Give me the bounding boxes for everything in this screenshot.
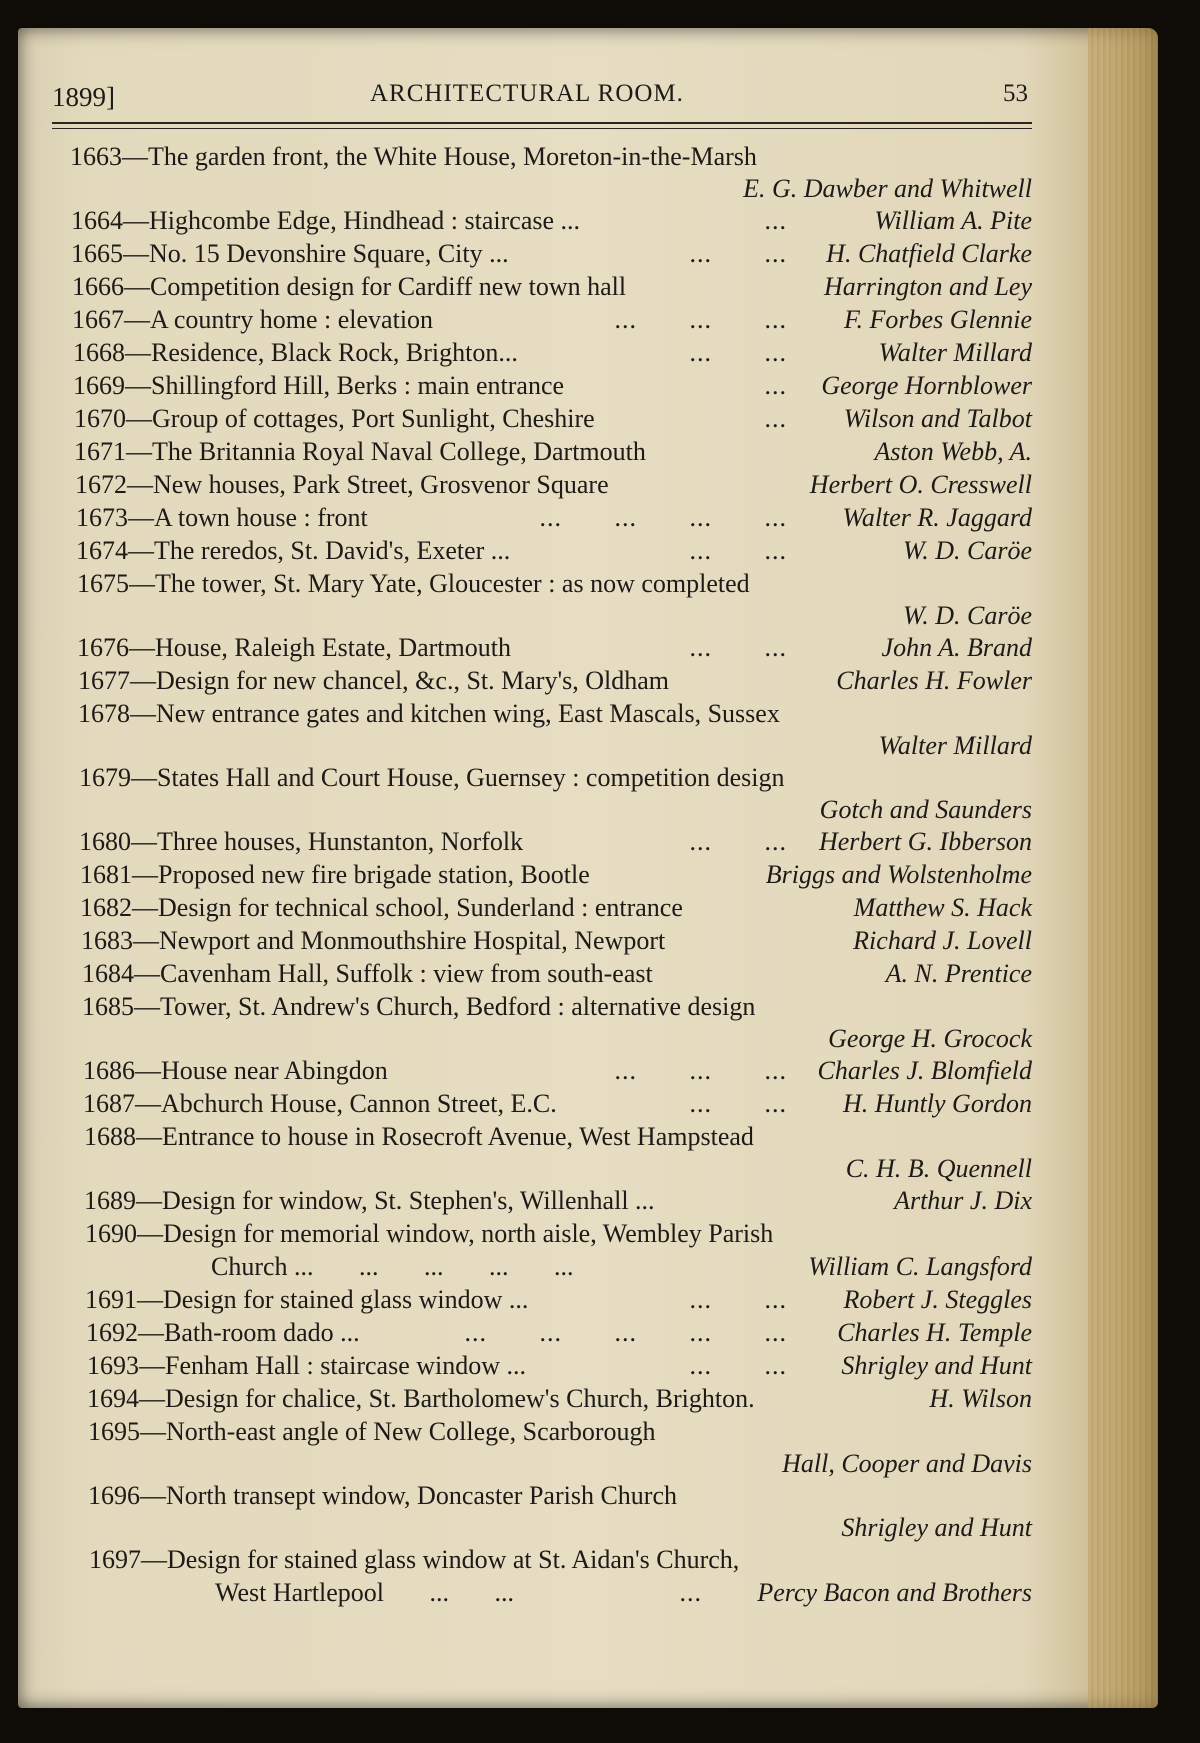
entry-description: Design for window, St. Stephen's, Willenhall ... — [162, 1186, 655, 1215]
catalogue-entry — [88, 1415, 1032, 1479]
entry-line — [82, 957, 1032, 990]
entry-dash: — — [135, 1089, 161, 1118]
entry-architect: William C. Langsford — [808, 1252, 1032, 1281]
entry-architect: A. N. Prentice — [885, 959, 1032, 988]
catalogue-entry — [72, 303, 1032, 336]
entry-number: 1671 — [74, 437, 126, 466]
entry-dash: — — [132, 893, 158, 922]
entry-architect: Charles H. Fowler — [836, 666, 1032, 695]
entry-architect: Hall, Cooper and Davis — [782, 1449, 1032, 1478]
leader-dots: ... ... — [689, 1285, 787, 1314]
catalogue-entry — [74, 435, 1032, 468]
entry-architect: Charles J. Blomfield — [817, 1056, 1032, 1085]
entry-number: 1693 — [87, 1351, 139, 1380]
entry-number: 1697 — [89, 1545, 141, 1574]
entry-line — [77, 567, 1032, 600]
entry-dash: — — [130, 699, 156, 728]
entry-architect: Shrigley and Hunt — [841, 1351, 1032, 1380]
entry-number: 1676 — [77, 633, 129, 662]
entry-description: Design for chalice, St. Bartholomew's Church, Brighton. — [165, 1384, 755, 1413]
catalogue-entry — [71, 204, 1032, 237]
page-edge — [1088, 28, 1158, 1708]
entry-architect: Arthur J. Dix — [894, 1186, 1032, 1215]
catalogue-entry — [72, 270, 1032, 303]
entry-line — [75, 468, 1032, 501]
entry-architect: C. H. B. Quennell — [845, 1154, 1032, 1183]
entry-number: 1688 — [84, 1122, 136, 1151]
catalogue-entry — [74, 402, 1032, 435]
catalogue-entry — [81, 924, 1032, 957]
leader-dots: ... ... — [689, 536, 787, 565]
catalogue-entry — [89, 1543, 1032, 1609]
entry-description: New entrance gates and kitchen wing, East Mascals, Sussex — [156, 699, 780, 728]
catalogue-entry — [80, 858, 1032, 891]
catalogue-entry — [71, 237, 1032, 270]
entry-description: A country home : elevation — [150, 305, 434, 334]
entry-dash: — — [140, 1481, 166, 1510]
entry-dash: — — [139, 1384, 165, 1413]
catalogue-entry — [79, 825, 1032, 858]
entry-number: 1687 — [83, 1089, 135, 1118]
entry-architect: William A. Pite — [874, 206, 1032, 235]
entry-dash: — — [135, 1056, 161, 1085]
entry-number: 1677 — [78, 666, 130, 695]
entry-architect-line — [82, 1023, 1032, 1054]
entry-architect: Walter Millard — [878, 731, 1032, 760]
catalogue-entry — [78, 664, 1032, 697]
entry-number: 1684 — [82, 959, 134, 988]
entry-description: Bath-room dado ... — [164, 1318, 360, 1347]
catalogue-entry — [76, 501, 1032, 534]
header-title: ARCHITECTURAL ROOM. — [370, 80, 684, 107]
entry-number: 1672 — [75, 470, 127, 499]
catalogue-entry — [83, 1087, 1032, 1120]
entry-description: The Britannia Royal Naval College, Dartmouth — [152, 437, 646, 466]
entry-line — [79, 825, 1032, 858]
entry-dash: — — [139, 1351, 165, 1380]
entry-description: No. 15 Devonshire Square, City ... — [149, 239, 509, 268]
entry-architect: H. Huntly Gordon — [843, 1089, 1032, 1118]
entry-dash: — — [125, 338, 151, 367]
entry-dash: — — [128, 536, 154, 565]
entry-architect: George Hornblower — [821, 371, 1032, 400]
entry-number: 1691 — [85, 1285, 137, 1314]
page-number: 53 — [1003, 80, 1028, 107]
entry-number: 1686 — [83, 1056, 135, 1085]
entry-dash: — — [141, 1545, 167, 1574]
entry-architect: Herbert O. Cresswell — [809, 470, 1032, 499]
entry-dash: — — [125, 371, 151, 400]
entry-description: Design for stained glass window at St. Aidan's Church, — [167, 1545, 740, 1574]
entry-description: Three houses, Hunstanton, Norfolk — [157, 827, 524, 856]
entry-dash: — — [140, 1417, 166, 1446]
entry-number: 1689 — [84, 1186, 136, 1215]
entry-architect: Wilson and Talbot — [843, 404, 1032, 433]
leader-dots: ... — [679, 1578, 702, 1607]
catalogue-entry — [77, 631, 1032, 664]
entry-architect: W. D. Caröe — [902, 601, 1032, 630]
leader-dots: ... ... — [689, 239, 787, 268]
entry-dash: — — [137, 1285, 163, 1314]
catalogue-entry — [70, 140, 1032, 204]
entry-description: The reredos, St. David's, Exeter ... — [154, 536, 511, 565]
catalogue-entry — [77, 567, 1032, 631]
entry-line — [71, 204, 1032, 237]
entry-number: 1680 — [79, 827, 131, 856]
entry-description: North-east angle of New College, Scarborough — [166, 1417, 656, 1446]
entry-line — [74, 435, 1032, 468]
entry-number: 1695 — [88, 1417, 140, 1446]
entry-dash: — — [123, 206, 149, 235]
entry-dash: — — [134, 992, 160, 1021]
entry-description: Newport and Monmouthshire Hospital, Newport — [159, 926, 666, 955]
entry-architect-line — [70, 173, 1032, 204]
entry-number: 1673 — [76, 503, 128, 532]
catalogue-entry — [76, 534, 1032, 567]
entry-description: Design for technical school, Sunderland : entrance — [158, 893, 683, 922]
leader-dots: ... — [764, 404, 787, 433]
entry-architect: John A. Brand — [881, 633, 1032, 662]
entry-architect: F. Forbes Glennie — [844, 305, 1032, 334]
entry-architect-line — [78, 730, 1032, 761]
entry-architect: George H. Grocock — [828, 1024, 1032, 1053]
leader-dots: ... ... ... ... ... — [464, 1318, 787, 1347]
catalogue-entry — [88, 1479, 1032, 1543]
entry-dash: — — [126, 437, 152, 466]
catalogue-entry — [85, 1217, 1032, 1283]
entry-architect: H. Chatfield Clarke — [826, 239, 1032, 268]
entry-architect-line — [77, 600, 1032, 631]
entry-dash: — — [133, 926, 159, 955]
entry-continuation-line — [85, 1250, 1032, 1283]
entry-architect: Robert J. Steggles — [843, 1285, 1032, 1314]
leader-dots: ... ... — [689, 1351, 787, 1380]
entry-line — [70, 140, 1032, 173]
entry-architect: Shrigley and Hunt — [841, 1513, 1032, 1542]
entry-line — [82, 990, 1032, 1023]
catalogue-entries — [70, 140, 1032, 1609]
entry-architect: Briggs and Wolstenholme — [765, 860, 1032, 889]
entry-dash: — — [126, 404, 152, 433]
entry-line — [71, 237, 1032, 270]
entry-line — [80, 858, 1032, 891]
entry-architect: Harrington and Ley — [824, 272, 1032, 301]
entry-dash: — — [124, 272, 150, 301]
entry-description: Design for stained glass window ... — [163, 1285, 529, 1314]
entry-description: New houses, Park Street, Grosvenor Square — [153, 470, 609, 499]
entry-line — [79, 761, 1032, 794]
entry-line — [87, 1382, 1032, 1415]
entry-architect: Charles H. Temple — [837, 1318, 1032, 1347]
entry-description: Proposed new fire brigade station, Bootle — [158, 860, 590, 889]
running-header — [50, 60, 1030, 120]
entry-number: 1675 — [77, 569, 129, 598]
entry-dash: — — [131, 827, 157, 856]
leader-dots: ... ... — [689, 827, 787, 856]
catalogue-entry — [87, 1349, 1032, 1382]
entry-description: The garden front, the White House, Moreton-in-the-Marsh — [148, 142, 757, 171]
entry-line — [78, 697, 1032, 730]
entry-line — [84, 1184, 1032, 1217]
entry-line — [73, 336, 1032, 369]
entry-dash: — — [130, 666, 156, 695]
entry-number: 1679 — [79, 763, 131, 792]
entry-number: 1664 — [71, 206, 123, 235]
catalogue-entry — [84, 1184, 1032, 1217]
entry-architect: Herbert G. Ibberson — [818, 827, 1032, 856]
entry-line — [84, 1120, 1032, 1153]
entry-architect: Percy Bacon and Brothers — [757, 1578, 1032, 1607]
entry-description: Fenham Hall : staircase window ... — [165, 1351, 527, 1380]
entry-description: Highcombe Edge, Hindhead : staircase ... — [149, 206, 581, 235]
entry-architect: Gotch and Saunders — [819, 795, 1032, 824]
entry-architect-line — [84, 1153, 1032, 1184]
entry-number: 1666 — [72, 272, 124, 301]
leader-dots: ... ... ... — [614, 1056, 787, 1085]
entry-description: States Hall and Court House, Guernsey : competition design — [157, 763, 785, 792]
catalogue-entry — [73, 369, 1032, 402]
leader-dots: ... — [764, 371, 787, 400]
entry-description: North transept window, Doncaster Parish Church — [166, 1481, 677, 1510]
entry-number: 1678 — [78, 699, 130, 728]
entry-number: 1674 — [76, 536, 128, 565]
entry-description: The tower, St. Mary Yate, Gloucester : as now completed — [155, 569, 750, 598]
entry-continuation-line — [89, 1576, 1032, 1609]
entry-line — [74, 402, 1032, 435]
entry-line — [85, 1217, 1032, 1250]
entry-dash: — — [132, 860, 158, 889]
entry-description: Residence, Black Rock, Brighton... — [151, 338, 518, 367]
entry-description: Design for memorial window, north aisle, Wembley Parish — [163, 1219, 774, 1248]
catalogue-entry — [75, 468, 1032, 501]
entry-line — [72, 303, 1032, 336]
entry-architect-line — [88, 1448, 1032, 1479]
catalogue-entry — [80, 891, 1032, 924]
entry-number: 1685 — [82, 992, 134, 1021]
entry-number: 1683 — [81, 926, 133, 955]
entry-number: 1668 — [73, 338, 125, 367]
entry-architect: Richard J. Lovell — [853, 926, 1032, 955]
entry-architect: W. D. Caröe — [902, 536, 1032, 565]
entry-line — [78, 664, 1032, 697]
entry-dash: — — [136, 1122, 162, 1151]
entry-number: 1667 — [72, 305, 124, 334]
header-rule-thin — [52, 128, 1032, 129]
leader-dots: ... ... — [689, 338, 787, 367]
entry-architect: Walter Millard — [878, 338, 1032, 367]
catalogue-entry — [87, 1382, 1032, 1415]
entry-description: House, Raleigh Estate, Dartmouth — [155, 633, 511, 662]
entry-dash: — — [128, 503, 154, 532]
catalogue-entry — [86, 1316, 1032, 1349]
entry-dash: — — [137, 1219, 163, 1248]
entry-dash: — — [124, 305, 150, 334]
entry-dash: — — [138, 1318, 164, 1347]
entry-number: 1682 — [80, 893, 132, 922]
entry-description: Cavenham Hall, Suffolk : view from south-east — [160, 959, 653, 988]
entry-description-continued: West Hartlepool ... ... — [215, 1578, 515, 1607]
entry-dash: — — [129, 569, 155, 598]
entry-line — [88, 1479, 1032, 1512]
entry-architect: Walter R. Jaggard — [842, 503, 1032, 532]
entry-description-continued: Church ... ... ... ... ... — [211, 1252, 574, 1281]
entry-description: Entrance to house in Rosecroft Avenue, West Hampstead — [162, 1122, 754, 1151]
entry-number: 1670 — [74, 404, 126, 433]
entry-architect: H. Wilson — [929, 1384, 1032, 1413]
entry-description: Shillingford Hill, Berks : main entrance — [151, 371, 565, 400]
entry-dash: — — [131, 763, 157, 792]
entry-dash: — — [136, 1186, 162, 1215]
entry-architect: Matthew S. Hack — [853, 893, 1032, 922]
entry-architect: Aston Webb, A. — [874, 437, 1032, 466]
entry-description: Competition design for Cardiff new town hall — [150, 272, 627, 301]
leader-dots: ... — [764, 206, 787, 235]
catalogue-entry — [79, 761, 1032, 825]
entry-number: 1681 — [80, 860, 132, 889]
entry-dash: — — [122, 142, 148, 171]
leader-dots: ... ... — [689, 1089, 787, 1118]
entry-dash: — — [127, 470, 153, 499]
entry-architect-line — [88, 1512, 1032, 1543]
entry-description: Design for new chancel, &c., St. Mary's, Oldham — [156, 666, 670, 695]
entry-line — [80, 891, 1032, 924]
entry-number: 1694 — [87, 1384, 139, 1413]
entry-dash: — — [123, 239, 149, 268]
catalogue-entry — [73, 336, 1032, 369]
catalogue-entry — [78, 697, 1032, 761]
header-year: 1899] — [52, 82, 115, 112]
entry-description: House near Abingdon — [161, 1056, 388, 1085]
entry-number: 1665 — [71, 239, 123, 268]
leader-dots: ... ... — [689, 633, 787, 662]
entry-line — [89, 1543, 1032, 1576]
leader-dots: ... ... ... — [614, 305, 787, 334]
entry-line — [76, 501, 1032, 534]
entry-line — [87, 1349, 1032, 1382]
catalogue-entry — [85, 1283, 1032, 1316]
catalogue-entry — [82, 990, 1032, 1054]
entry-line — [88, 1415, 1032, 1448]
entry-description: Tower, St. Andrew's Church, Bedford : alternative design — [160, 992, 756, 1021]
entry-line — [72, 270, 1032, 303]
entry-description: A town house : front — [154, 503, 368, 532]
entry-line — [76, 534, 1032, 567]
header-rule — [52, 122, 1032, 124]
entry-line — [73, 369, 1032, 402]
entry-line — [77, 631, 1032, 664]
entry-line — [83, 1054, 1032, 1087]
catalogue-entry — [84, 1120, 1032, 1184]
entry-line — [86, 1316, 1032, 1349]
entry-number: 1692 — [86, 1318, 138, 1347]
entry-description: Abchurch House, Cannon Street, E.C. — [161, 1089, 557, 1118]
entry-line — [85, 1283, 1032, 1316]
entry-number: 1696 — [88, 1481, 140, 1510]
leader-dots: ... ... ... ... — [539, 503, 787, 532]
entry-dash: — — [129, 633, 155, 662]
entry-line — [83, 1087, 1032, 1120]
entry-number: 1690 — [85, 1219, 137, 1248]
entry-architect-line — [79, 794, 1032, 825]
entry-architect: E. G. Dawber and Whitwell — [743, 174, 1032, 203]
catalogue-entry — [82, 957, 1032, 990]
entry-number: 1669 — [73, 371, 125, 400]
entry-dash: — — [134, 959, 160, 988]
entry-description: Group of cottages, Port Sunlight, Cheshire — [152, 404, 595, 433]
catalogue-entry — [83, 1054, 1032, 1087]
entry-line — [81, 924, 1032, 957]
entry-number: 1663 — [70, 142, 122, 171]
